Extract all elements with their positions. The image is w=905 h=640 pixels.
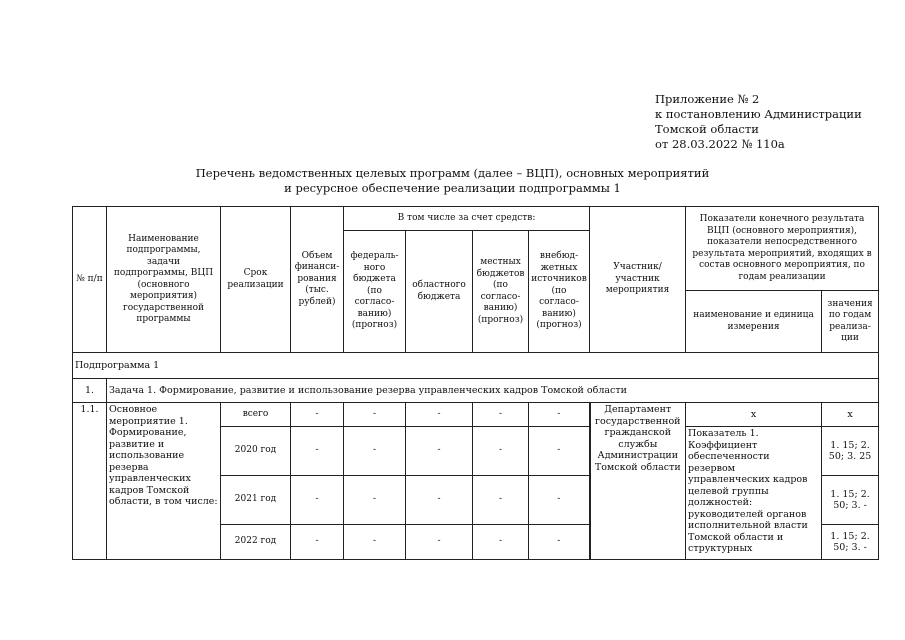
row-federal: - [344, 427, 406, 476]
row-extra: - [529, 403, 590, 427]
header-local: местных бюджетов (по согласо-ванию) (прогноз) [473, 231, 529, 353]
appendix-line-4: от 28.03.2022 № 110а [655, 137, 785, 151]
activity-name: Основное мероприятие 1. Формирование, развитие и использование резерва управленческих кадров Томской области, в том числе: [107, 403, 221, 560]
row-extra: - [529, 525, 590, 560]
row-regional: - [406, 427, 473, 476]
row-local: - [473, 525, 529, 560]
row-federal: - [344, 525, 406, 560]
indicator-x: x [686, 403, 822, 427]
indicator-values: 1. 15; 2. 50; 3. - [822, 525, 879, 560]
row-extra: - [529, 476, 590, 525]
row-local: - [473, 403, 529, 427]
row-term: 2021 год [221, 476, 291, 525]
row-volume: - [291, 525, 344, 560]
row-local: - [473, 427, 529, 476]
row-volume: - [291, 427, 344, 476]
row-federal: - [344, 403, 406, 427]
indicator-values: 1. 15; 2. 50; 3. - [822, 476, 879, 525]
row-extra: - [529, 427, 590, 476]
indicator-text: Показатель 1. Коэффициент обеспеченности резервом управленческих кадров целевой группы должностей: руководителей органов исполнительной власти Томской области и структурных [686, 427, 822, 560]
value-x: x [822, 403, 879, 427]
task-num: 1. [73, 379, 107, 403]
header-sources: В том числе за счет средств: [344, 207, 590, 231]
indicator-values: 1. 15; 2. 50; 3. 25 [822, 427, 879, 476]
row-regional: - [406, 525, 473, 560]
header-extrabudget: внебюд-жетных источников (по согласо-ванию) (прогноз) [529, 231, 590, 353]
header-federal: федераль-ного бюджета (по согласо-ванию) (прогноз) [344, 231, 406, 353]
appendix-line-2: к постановлению Администрации [655, 107, 862, 121]
header-indicator-values: значения по годам реализа-ции [822, 291, 879, 353]
row-federal: - [344, 476, 406, 525]
task-text: Задача 1. Формирование, развитие и использование резерва управленческих кадров Томской области [107, 379, 879, 403]
activity-num: 1.1. [73, 403, 107, 560]
header-participant: Участник/ участник мероприятия [590, 207, 686, 353]
row-volume: - [291, 476, 344, 525]
document-title [0, 166, 905, 196]
row-regional: - [406, 403, 473, 427]
title-line-1: Перечень ведомственных целевых программ (далее – ВЦП), основных мероприятий [195, 166, 710, 180]
header-name: Наименование подпрограммы, задачи подпрограммы, ВЦП (основного мероприятия) государственной программы [107, 207, 221, 353]
header-volume: Объем финанси-рования (тыс. рублей) [291, 207, 344, 353]
title-line-2: и ресурсное обеспечение реализации подпрограммы 1 [284, 181, 621, 195]
header-num: № п/п [73, 207, 107, 353]
header-indicator-name: наименование и единица измерения [686, 291, 822, 353]
row-volume: - [291, 403, 344, 427]
row-regional: - [406, 476, 473, 525]
subprogram-row: Подпрограмма 1 [73, 353, 879, 379]
appendix-block [655, 92, 862, 152]
row-term: 2020 год [221, 427, 291, 476]
row-local: - [473, 476, 529, 525]
header-regional: областного бюджета [406, 231, 473, 353]
row-term: 2022 год [221, 525, 291, 560]
table-row [73, 403, 879, 427]
header-indicators: Показатели конечного результата ВЦП (основного мероприятия), показатели непосредственного результата мероприятий, входящих в состав основного мероприятия, по годам реализации [686, 207, 879, 291]
appendix-line-1: Приложение № 2 [655, 92, 760, 106]
header-term: Срок реализации [221, 207, 291, 353]
activity-participant: Департамент государственной гражданской службы Администрации Томской области [590, 403, 686, 560]
row-term: всего [221, 403, 291, 427]
program-table [72, 206, 879, 560]
appendix-line-3: Томской области [655, 122, 759, 136]
